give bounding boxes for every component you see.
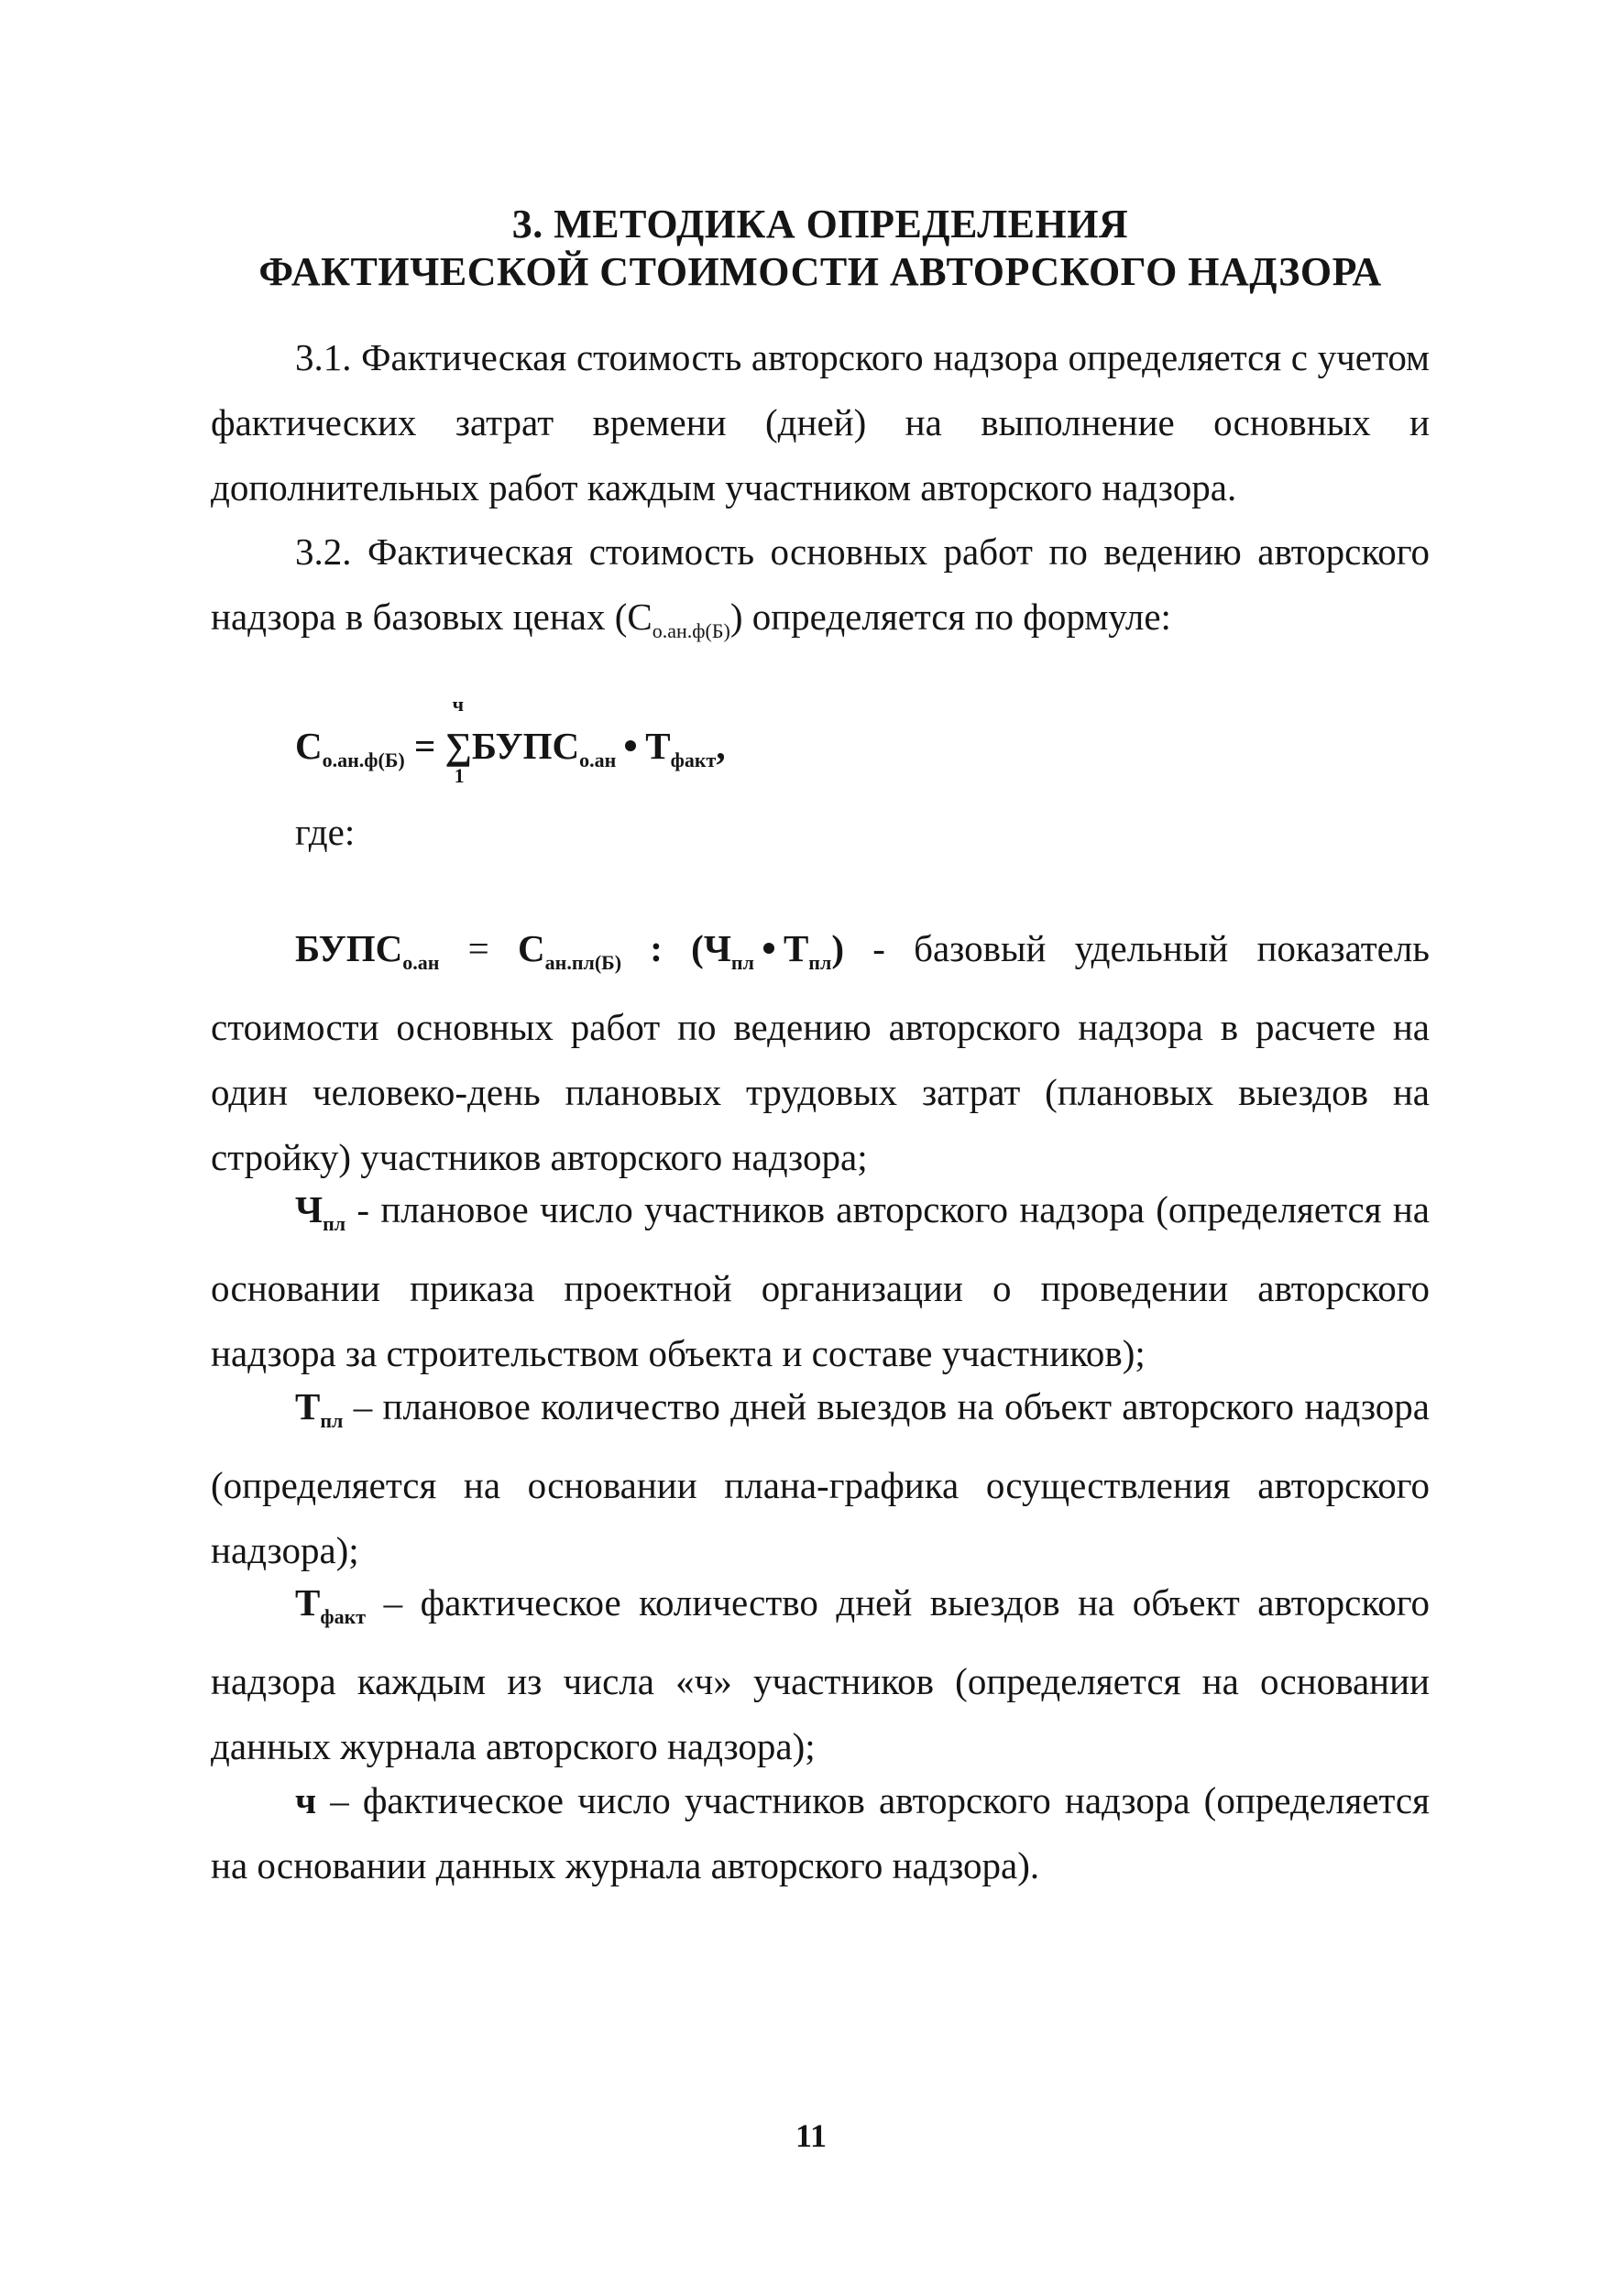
bups-t-subscript: пл (808, 951, 832, 974)
sum-upper-limit: ч (452, 693, 465, 716)
paragraph-3-1 (211, 325, 1430, 520)
tfakt-text: – фактическое количество дней выездов на объект авторского надзора каждым из числа «ч» участников (определяется на основании данных журнала авторского надзора); (211, 1581, 1430, 1767)
sum-operator (444, 693, 472, 787)
formula-factor-subscript: факт (670, 749, 717, 771)
ch-text: – фактическое число участников авторского надзора (определяется на основании данных журнала авторского надзора). (211, 1779, 1430, 1886)
formula-lhs: С (295, 725, 323, 767)
chpl-text: - плановое число участников авторского надзора (определяется на основании приказа проектной организации о проведении авторского надзора за строительством объекта и составе участников); (211, 1188, 1430, 1374)
bups-equals: = (439, 927, 519, 969)
tpl-text: – плановое количество дней выездов на объект авторского надзора (определяется на основании плана-графика осуществления авторского надзора); (211, 1385, 1430, 1571)
formula-lhs-subscript: о.ан.ф(Б) (322, 749, 405, 771)
definition-ch (211, 1768, 1430, 1898)
formula-term-subscript: о.ан (579, 749, 617, 771)
cost-formula (295, 693, 726, 787)
section-title-line-2: ФАКТИЧЕСКОЙ СТОИМОСТИ АВТОРСКОГО НАДЗОРА (258, 249, 1382, 294)
bups-c-subscript: ан.пл(Б) (544, 951, 622, 974)
tpl-subscript: пл (320, 1409, 344, 1432)
tfakt-subscript: факт (320, 1605, 367, 1628)
formula-equals: = (404, 725, 445, 767)
where-label: где: (295, 811, 356, 853)
bups-ch-symbol: Ч (703, 927, 731, 969)
cost-symbol-subscript: о.ан.ф(Б) (652, 619, 730, 642)
tfakt-symbol: Т (295, 1581, 321, 1624)
tpl-symbol: Т (295, 1385, 321, 1427)
bups-subscript: о.ан (402, 951, 440, 974)
paragraph-3-1-text: 3.1. Фактическая стоимость авторского надзора определяется с учетом фактических затрат времени (дней) на выполнение основных и дополнительных работ каждым участником авторского надзора. (211, 336, 1430, 508)
formula-end: , (716, 725, 726, 767)
bups-symbol: БУПС (295, 927, 403, 969)
paragraph-3-2 (211, 519, 1430, 663)
section-title-line-1: 3. МЕТОДИКА ОПРЕДЕЛЕНИЯ (511, 202, 1129, 246)
formula-factor: Т (645, 725, 671, 767)
bups-c-symbol: С (518, 927, 545, 969)
paragraph-3-2-tail: ) определяется по формуле: (729, 596, 1171, 638)
paragraph-3-2-text: 3.2. Фактическая стоимость основных работ по ведению авторского надзора в базовых ценах ( (211, 530, 1430, 638)
bups-t-symbol: Т (783, 927, 809, 969)
chpl-subscript: пл (323, 1212, 346, 1235)
sum-lower-limit: 1 (454, 764, 465, 787)
bups-ch-subscript: пл (730, 951, 754, 974)
formula-term: БУПС (471, 725, 580, 767)
definition-tfakt (211, 1570, 1430, 1779)
definition-bups (211, 916, 1430, 1190)
chpl-symbol: Ч (295, 1188, 323, 1230)
definition-tpl (211, 1374, 1430, 1583)
multiply-dot-icon (625, 740, 636, 751)
page-number: 11 (795, 2117, 827, 2154)
bups-close: ) (831, 927, 844, 969)
sigma-symbol: ∑ (444, 725, 472, 767)
ch-symbol: ч (295, 1779, 317, 1821)
definition-chpl (211, 1177, 1430, 1386)
cost-symbol: С (627, 596, 652, 638)
bups-colon: : ( (621, 927, 704, 969)
multiply-dot-icon (763, 943, 774, 954)
bups-text: - базовый удельный показатель стоимости основных работ по ведению авторского надзора в расчете на один человеко-день плановых трудовых затрат (плановых выездов на стройку) участников авторского надзора; (211, 927, 1431, 1178)
